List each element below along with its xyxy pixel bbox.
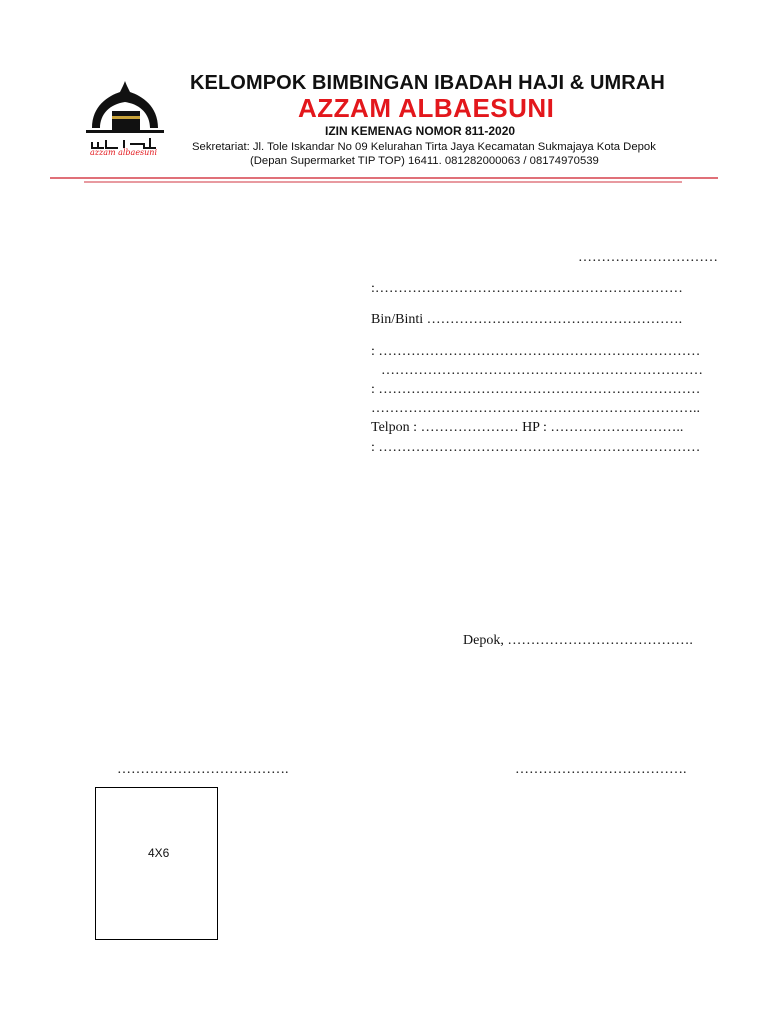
- header-divider: [50, 177, 718, 179]
- license-number: IZIN KEMENAG NOMOR 811-2020: [325, 124, 516, 138]
- form-line-phone: Telpon : ………………… HP : ………………………..: [371, 420, 684, 435]
- address-line-2: (Depan Supermarket TIP TOP) 16411. 081282000063 / 08174970539: [250, 155, 599, 167]
- form-line-5: : ……………………………………………………………: [371, 382, 701, 397]
- form-line-1: :…………………………………………………………: [371, 281, 683, 296]
- form-line-3: : ……………………………………………………………: [371, 344, 701, 359]
- form-line-4: ……………………………………………………………: [381, 363, 703, 378]
- signature-line-right: ……………………………….: [515, 762, 687, 777]
- form-line-6: ……………………………………………………………..: [371, 401, 700, 416]
- place-date: Depok, ………………………………….: [463, 633, 693, 648]
- address-line-1: Sekretariat: Jl. Tole Iskandar No 09 Kelurahan Tirta Jaya Kecamatan Sukmajaya Kota Depok: [192, 141, 656, 153]
- signature-line-left: ……………………………….: [117, 762, 289, 777]
- org-logo: [84, 78, 170, 162]
- photo-size-label: 4X6: [148, 846, 170, 860]
- form-line-top: …………………………: [578, 250, 718, 265]
- logo-caption: azzam albaesuni: [90, 148, 158, 157]
- form-line-bin-binti: Bin/Binti ……………………………………………….: [371, 312, 683, 327]
- photo-box: [95, 787, 218, 940]
- form-line-8: : ……………………………………………………………: [371, 440, 701, 455]
- org-heading: KELOMPOK BIMBINGAN IBADAH HAJI & UMRAH: [190, 72, 665, 94]
- header-divider-secondary: [84, 181, 682, 183]
- org-name: AZZAM ALBAESUNI: [298, 93, 555, 123]
